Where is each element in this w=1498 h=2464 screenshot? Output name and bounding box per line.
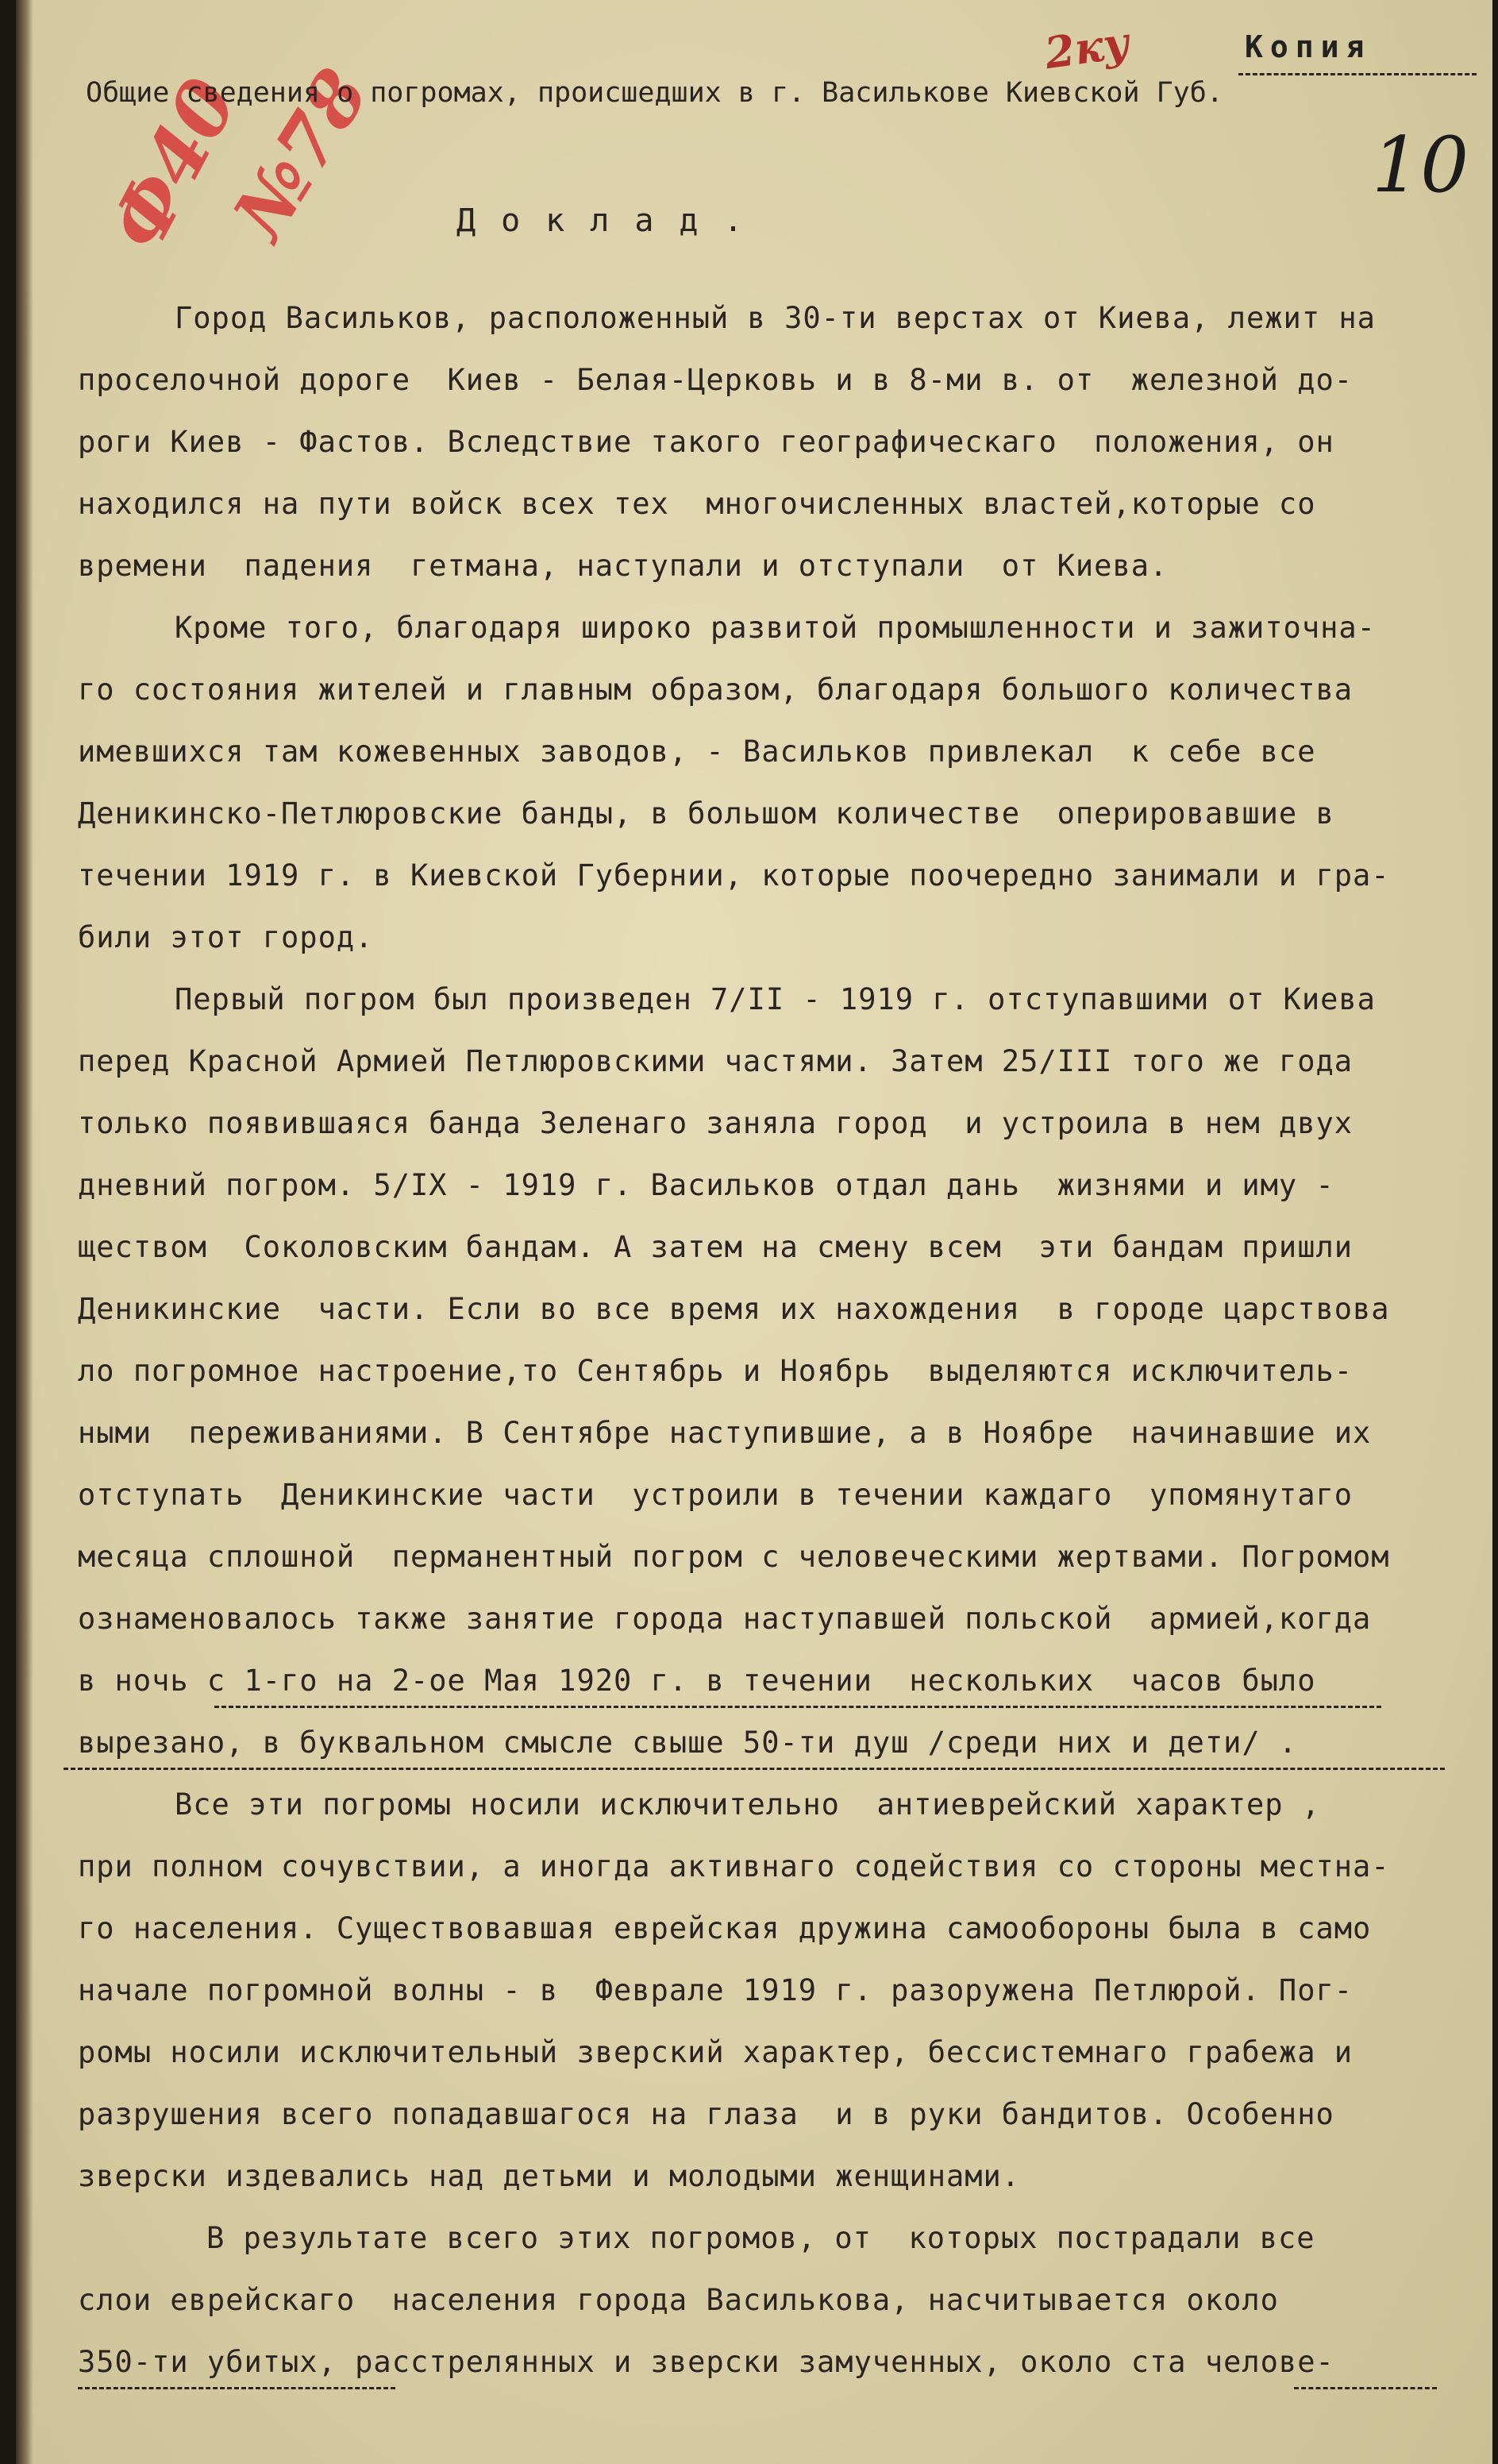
body-line: били этот город.: [78, 920, 374, 954]
copy-label: Копия: [1245, 29, 1372, 64]
body-line: го населения. Существовавшая еврейская дружина самообороны была в само: [78, 1911, 1372, 1945]
underline-rule: [78, 2387, 395, 2389]
body-line: го состояния жителей и главным образом, благодаря большого количества: [78, 673, 1354, 707]
page-edge-shadow: [16, 0, 33, 2464]
body-line: ромы носили исключительный зверский характер, бессистемнаго грабежа и: [78, 2035, 1354, 2069]
body-line: в ночь с 1-го на 2-ое Мая 1920 г. в течении нескольких часов было: [78, 1664, 1316, 1698]
underline-rule: [214, 1706, 1381, 1708]
body-line: ществом Соколовским бандам. А затем на смену всем эти бандам пришли: [78, 1230, 1354, 1264]
body-line: Кроме того, благодаря широко развитой промышленности и зажиточна-: [175, 611, 1376, 645]
body-line: слои еврейскаго населения города Василькова, насчитывается около: [78, 2283, 1279, 2317]
page-number: 10: [1372, 121, 1469, 210]
report-title: Доклад.: [456, 202, 768, 239]
body-line: Все эти погромы носили исключительно антиеврейский характер ,: [175, 1787, 1321, 1822]
underline-rule: [1294, 2387, 1437, 2389]
body-line: ло погромное настроение,то Сентябрь и Ноябрь выделяются исключитель-: [78, 1354, 1354, 1388]
body-line: В результате всего этих погромов, от которых пострадали все: [206, 2221, 1315, 2255]
body-line: начале погромной волны - в Феврале 1919 г. разоружена Петлюрой. Пог-: [78, 1973, 1354, 2007]
body-line: перед Красной Армией Петлюровскими частями. Затем 25/III того же года: [78, 1044, 1354, 1078]
body-line: вырезано, в буквальном смысле свыше 50-ти душ /среди них и дети/ .: [78, 1726, 1298, 1760]
body-line: только появившаяся банда Зеленаго заняла город и устроила в нем двух: [78, 1106, 1354, 1140]
body-line: 350-ти убитых, расстрелянных и зверски замученных, около ста челове-: [78, 2345, 1334, 2379]
underline-rule: [64, 1768, 1445, 1770]
red-archive-mark: Ф40: [91, 64, 255, 264]
body-line: Первый погром был произведен 7/II - 1919 г. отступавшими от Киева: [175, 982, 1376, 1016]
body-line: имевшихся там кожевенных заводов, - Васильков привлекал к себе все: [78, 735, 1316, 769]
body-line: Деникинские части. Если во все время их нахождения в городе царствова: [78, 1292, 1390, 1326]
body-line: проселочной дороге Киев - Белая-Церковь и в 8-ми в. от железной до-: [78, 363, 1354, 397]
body-line: Город Васильков, расположенный в 30-ти верстах от Киева, лежит на: [175, 301, 1376, 335]
copy-underline: [1238, 73, 1477, 75]
document-heading: Общие сведения о погромах, происшедших в г. Василькове Киевской Губ.: [86, 77, 1223, 109]
body-line: дневний погром. 5/IX - 1919 г. Васильков отдал дань жизнями и иму -: [78, 1168, 1334, 1202]
body-line: времени падения гетмана, наступали и отступали от Киева.: [78, 549, 1169, 583]
body-line: роги Киев - Фастов. Вследствие такого географическаго положения, он: [78, 425, 1334, 459]
body-line: отступать Деникинские части устроили в течении каждаго упомянутаго: [78, 1478, 1354, 1512]
body-line: разрушения всего попадавшагося на глаза и в руки бандитов. Особенно: [78, 2097, 1334, 2131]
body-line: ознаменовалось также занятие города наступавшей польской армией,когда: [78, 1602, 1372, 1636]
body-line: зверски издевались над детьми и молодыми женщинами.: [78, 2159, 1021, 2193]
body-line: при полном сочувствии, а иногда активнаго содействия со стороны местна-: [78, 1849, 1390, 1884]
body-line: течении 1919 г. в Киевской Губернии, которые поочередно занимали и гра-: [78, 858, 1390, 893]
body-line: Деникинско-Петлюровские банды, в большом количестве оперировавшие в: [78, 796, 1334, 831]
pencil-note: 2ку: [1042, 16, 1133, 79]
body-line: ными переживаниями. В Сентябре наступившие, а в Ноябре начинавшие их: [78, 1416, 1372, 1450]
body-line: находился на пути войск всех тех многочисленных властей,которые со: [78, 487, 1316, 521]
body-line: месяца сплошной перманентный погром с человеческими жертвами. Погромом: [78, 1540, 1390, 1574]
document-page: [16, 0, 1492, 2464]
red-archive-mark: №78: [216, 54, 386, 254]
